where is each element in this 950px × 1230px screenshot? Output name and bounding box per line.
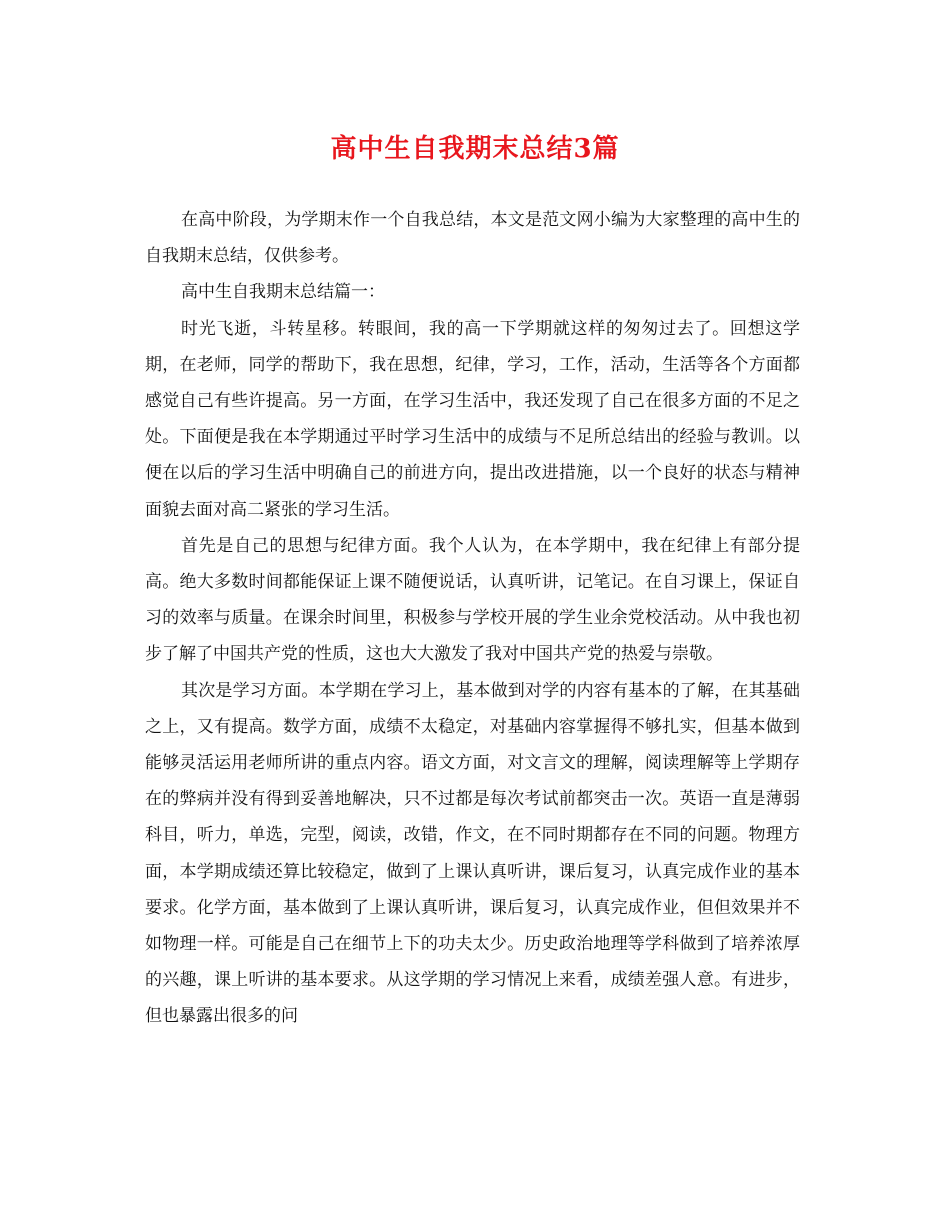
body-paragraph: 首先是自己的思想与纪律方面。我个人认为，在本学期中，我在纪律上有部分提高。绝大多数时间都能保证上课不随便说话，认真听讲，记笔记。在自习课上，保证自习的效率与质量。在课余时间里，积极参与学校开展的学生业余党校活动。从中我也初步了解了中国共产党的性质，这也大大激发了我对中国共产党的热爱与崇敬。 bbox=[145, 535, 800, 665]
document-body bbox=[145, 202, 800, 1035]
document-title: 高中生自我期末总结3篇 bbox=[330, 134, 620, 164]
body-paragraph: 其次是学习方面。本学期在学习上，基本做到对学的内容有基本的了解，在其基础之上，又有提高。数学方面，成绩不太稳定，对基础内容掌握得不够扎实，但基本做到能够灵活运用老师所讲的重点内容。语文方面，对文言文的理解，阅读理解等上学期存在的弊病并没有得到妥善地解决，只不过都是每次考试前都突击一次。英语一直是薄弱科目，听力，单选，完型，阅读，改错，作文，在不同时期都存在不同的问题。物理方面，本学期成绩还算比较稳定，做到了上课认真听讲，课后复习，认真完成作业的基本要求。化学方面，基本做到了上课认真听讲，课后复习，认真完成作业，但但效果并不如物理一样。可能是自己在细节上下的功夫太少。历史政治地理等学科做到了培养浓厚的兴趣，课上听讲的基本要求。从这学期的学习情况上来看，成绩差强人意。有进步，但也暴露出很多的问 bbox=[145, 680, 800, 1027]
section-heading: 高中生自我期末总结篇一： bbox=[181, 282, 385, 303]
body-paragraph: 时光飞逝，斗转星移。转眼间，我的高一下学期就这样的匆匆过去了。回想这学期，在老师，同学的帮助下，我在思想，纪律，学习，工作，活动，生活等各个方面都感觉自己有些许提高。另一方面，在学习生活中，我还发现了自己在很多方面的不足之处。下面便是我在本学期通过平时学习生活中的成绩与不足所总结出的经验与教训。以便在以后的学习生活中明确自己的前进方向，提出改进措施，以一个良好的状态与精神面貌去面对高二紧张的学习生活。 bbox=[145, 318, 800, 520]
intro-paragraph: 在高中阶段，为学期末作一个自我总结，本文是范文网小编为大家整理的高中生的自我期末总结，仅供参考。 bbox=[145, 210, 800, 267]
